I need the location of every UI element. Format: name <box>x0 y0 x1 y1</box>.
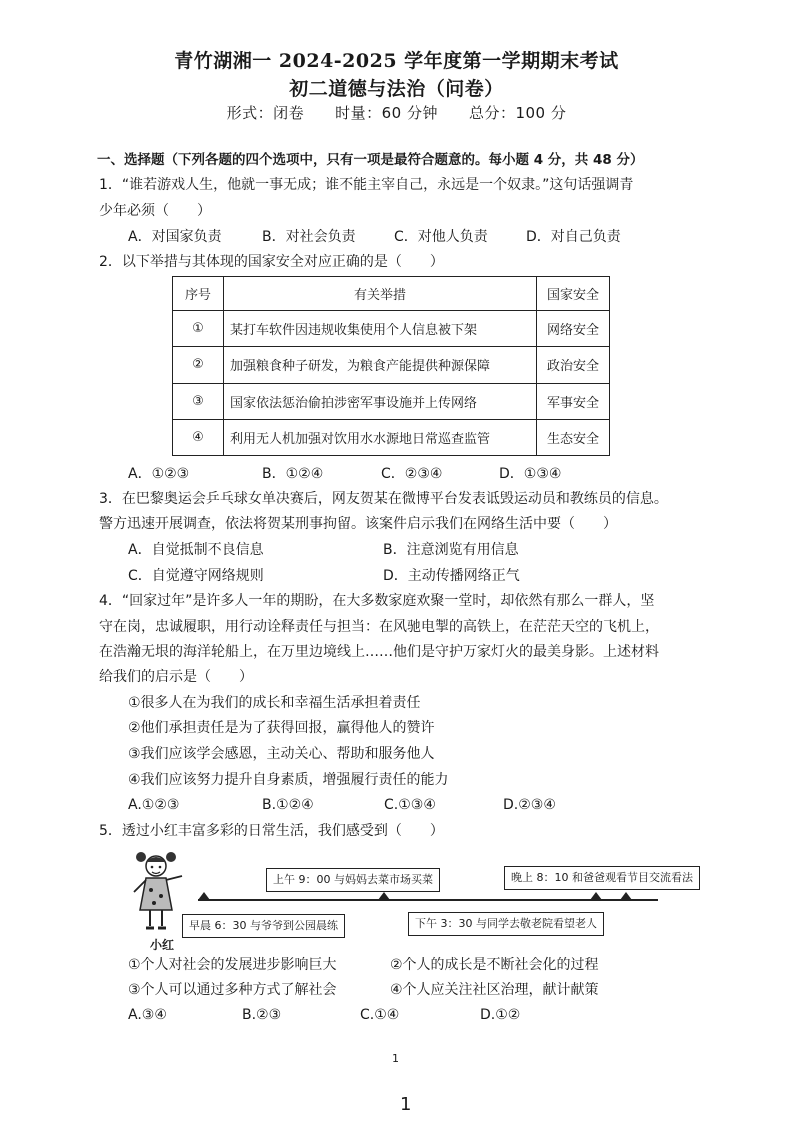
q1-option-b: B．对社会负责 <box>262 229 356 245</box>
q1-option-c: C．对他人负责 <box>394 229 488 245</box>
girl-illustration <box>126 848 186 936</box>
q4-item-4: ④我们应该努力提升自身素质，增强履行责任的能力 <box>128 772 449 788</box>
q1-option-a: A．对国家负责 <box>128 229 222 245</box>
q1-option-d: D．对自己负责 <box>526 229 621 245</box>
table-cell: 国家依法惩治偷拍涉密军事设施并上传网络 <box>224 383 537 419</box>
q5-item-1: ①个人对社会的发展进步影响巨大 <box>128 957 337 973</box>
q5-option-a: A.③④ <box>128 1007 167 1023</box>
section-heading: 一、选择题（下列各题的四个选项中，只有一项是最符合题意的。每小题 4 分，共 48 分） <box>97 152 644 168</box>
q4-item-1: ①很多人在为我们的成长和幸福生活承担着责任 <box>128 695 421 711</box>
page-number: 1 <box>400 1094 412 1115</box>
q5-stem: 5．透过小红丰富多彩的日常生活，我们感受到（ ） <box>99 823 444 839</box>
q3-option-b: B．注意浏览有用信息 <box>383 542 519 558</box>
table-cell: ① <box>173 311 224 347</box>
q5-item-2: ②个人的成长是不断社会化的过程 <box>390 957 599 973</box>
q5-option-c: C.①④ <box>360 1007 400 1023</box>
timeline-event-evening-tv: 晚上 8：10 和爸爸观看节目交流看法 <box>504 866 700 890</box>
q2-option-c: C．②③④ <box>381 466 443 482</box>
table-header-row <box>173 277 610 311</box>
table-cell: 军事安全 <box>537 383 610 419</box>
q3-stem-line2: 警方迅速开展调查，依法将贺某刑事拘留。该案件启示我们在网络生活中要（ ） <box>99 516 617 532</box>
table-row <box>173 347 610 383</box>
table-cell: 网络安全 <box>537 311 610 347</box>
q2-option-d: D．①③④ <box>499 466 562 482</box>
page-number-small: 1 <box>392 1052 399 1065</box>
table-row <box>173 311 610 347</box>
table-row <box>173 419 610 455</box>
q4-stem-line3: 在浩瀚无垠的海洋轮船上，在万里边境线上……他们是守护万家灯火的最美身影。上述材料 <box>99 644 659 660</box>
q4-item-2: ②他们承担责任是为了获得回报，赢得他人的赞许 <box>128 720 435 736</box>
exam-title: 青竹湖湘一 2024-2025 学年度第一学期期末考试 <box>174 50 619 72</box>
q4-option-a: A.①②③ <box>128 797 180 813</box>
table-header-cell: 有关举措 <box>224 277 537 311</box>
character-label: 小红 <box>150 938 175 952</box>
q4-option-c: C.①③④ <box>384 797 436 813</box>
q3-option-a: A．自觉抵制不良信息 <box>128 542 264 558</box>
q3-option-d: D．主动传播网络正气 <box>383 568 520 584</box>
table-cell: ④ <box>173 419 224 455</box>
q1-stem-line2: 少年必须（ ） <box>99 203 211 219</box>
q4-stem-line4: 给我们的启示是（ ） <box>99 669 253 685</box>
table-row <box>173 383 610 419</box>
q4-option-b: B.①②④ <box>262 797 314 813</box>
table-cell: 政治安全 <box>537 347 610 383</box>
q4-stem-line2: 守在岗，忠诚履职，用行动诠释责任与担当：在风驰电掣的高铁上，在茫茫天空的飞机上， <box>99 619 659 635</box>
timeline-line <box>198 892 658 908</box>
exam-subtitle: 初二道德与法治（问卷） <box>289 78 504 100</box>
q3-stem-line1: 3．在巴黎奥运会乒乓球女单决赛后，网友贺某在微博平台发表诋毁运动员和教练员的信息。 <box>99 491 668 507</box>
timeline-event-morning-market: 上午 9：00 与妈妈去菜市场买菜 <box>266 868 440 892</box>
table-cell: ② <box>173 347 224 383</box>
table-header-cell: 国家安全 <box>537 277 610 311</box>
table-cell: 加强粮食种子研发，为粮食产能提供种源保障 <box>224 347 537 383</box>
timeline-event-early-park: 早晨 6：30 与爷爷到公园晨练 <box>182 914 345 938</box>
q5-item-3: ③个人可以通过多种方式了解社会 <box>128 982 337 998</box>
table-cell: 某打车软件因违规收集使用个人信息被下架 <box>224 311 537 347</box>
q5-option-b: B.②③ <box>242 1007 282 1023</box>
timeline-event-afternoon-elderly: 下午 3：30 与同学去敬老院看望老人 <box>408 912 604 936</box>
q2-stem: 2．以下举措与其体现的国家安全对应正确的是（ ） <box>99 254 444 270</box>
table-cell: 生态安全 <box>537 419 610 455</box>
q4-stem-line1: 4．“回家过年”是许多人一年的期盼，在大多数家庭欢聚一堂时，却依然有那么一群人，坚 <box>99 593 655 609</box>
q2-option-a: A．①②③ <box>128 466 190 482</box>
q4-option-d: D.②③④ <box>503 797 556 813</box>
table-cell: ③ <box>173 383 224 419</box>
q4-item-3: ③我们应该学会感恩，主动关心、帮助和服务他人 <box>128 746 435 762</box>
q1-stem-line1: 1．“谁若游戏人生，他就一事无成；谁不能主宰自己，永远是一个奴隶。”这句话强调青 <box>99 177 634 193</box>
exam-meta: 形式：闭卷 时量：60 分钟 总分：100 分 <box>226 104 567 122</box>
q3-option-c: C．自觉遵守网络规则 <box>128 568 264 584</box>
table-cell: 利用无人机加强对饮用水水源地日常巡查监管 <box>224 419 537 455</box>
q2-table <box>172 276 610 456</box>
q5-option-d: D.①② <box>480 1007 521 1023</box>
q5-item-4: ④个人应关注社区治理，献计献策 <box>390 982 599 998</box>
table-header-cell: 序号 <box>173 277 224 311</box>
q2-option-b: B．①②④ <box>262 466 324 482</box>
